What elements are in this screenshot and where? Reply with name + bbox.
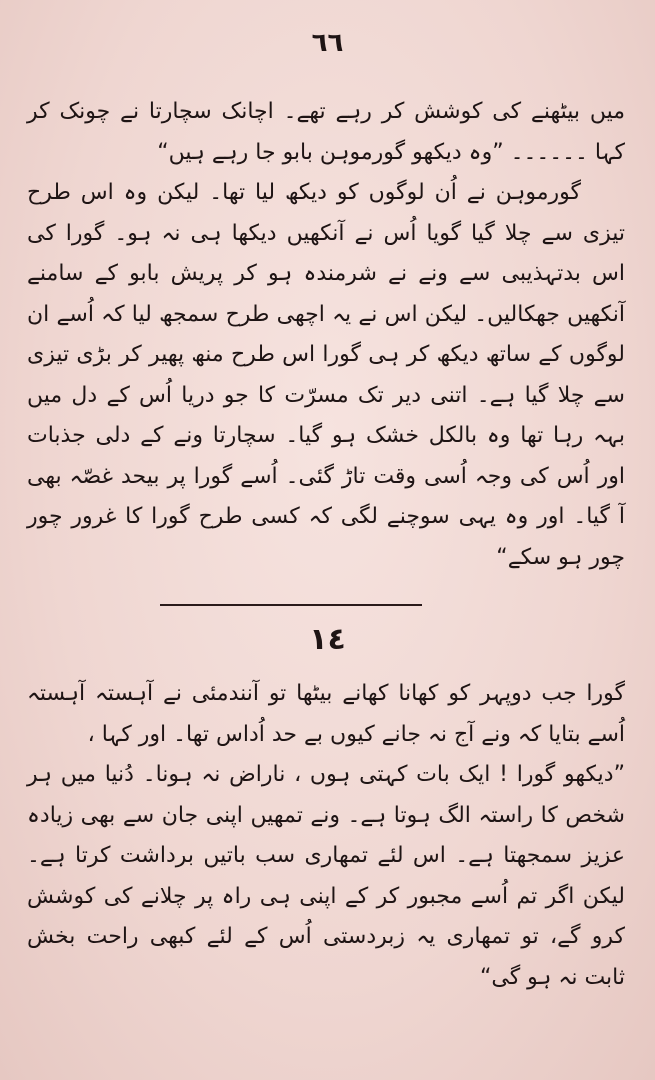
page-number: ٦٦ [311,28,344,58]
text-block-upper [27,92,625,578]
text-block-lower [27,674,625,998]
section-divider [160,604,422,606]
paragraph: گورموہن نے اُن لوگوں کو دیکھ لیا تھا۔ لیکن وہ اس طرح تیزی سے چلا گیا گویا اُس نے آنکھیں دیکھا ہی نہ ہو۔ گورا کی اس بدتہذیبی سے ونے نے شرمندہ ہو کر پریش بابو کے سامنے آنکھیں جھکالیں۔ لیکن اس نے یہ اچھی طرح سمجھ لیا کہ اُسے ان لوگوں کے ساتھ دیکھ کر ہی گورا اس طرح منھ پھیر کر بڑی تیزی سے چلا گیا ہے۔ اتنی دیر تک مسرّت کا جو دریا اُس کے دل میں بہہ رہا تھا وہ بالکل خشک ہو گیا۔ سچارتا ونے کے دلی جذبات اور اُس کی وجہ اُسی وقت تاڑ گئی۔ اُسے گورا پر بیحد غصّہ بھی آ گیا۔ اور وہ یہی سوچنے لگی کہ کسی طرح گورا کا غرور چور چور ہو سکے“ [27,180,626,570]
section-number: ١٤ [309,622,346,657]
paragraph: گورا جب دوپہر کو کھانا کھانے بیٹھا تو آنندمئی نے آہستہ آہستہ اُسے بتایا کہ ونے آج نہ جانے کیوں بے حد اُداس تھا۔ اور کہا ، [27,681,625,747]
paragraph: ”دیکھو گورا ! ایک بات کہتی ہوں ، ناراض نہ ہونا۔ دُنیا میں ہر شخص کا راستہ الگ ہوتا ہے۔ ونے تمھیں اپنی جان سے بھی زیادہ عزیز سمجھتا ہے۔ اس لئے تمھاری سب باتیں برداشت کرتا ہے۔ لیکن اگر تم اُسے مجبور کر کے اپنی ہی راہ پر چلانے کی کوشش کرو گے، تو تمھاری یہ زبردستی اُس کے لئے کبھی راحت بخش ثابت نہ ہو گی“ [27,762,625,990]
paragraph: میں بیٹھنے کی کوشش کر رہے تھے۔ اچانک سچارتا نے چونک کر کہا ۔۔۔۔۔۔ ”وہ دیکھو گورموہن بابو جا رہے ہیں“ [27,99,625,165]
